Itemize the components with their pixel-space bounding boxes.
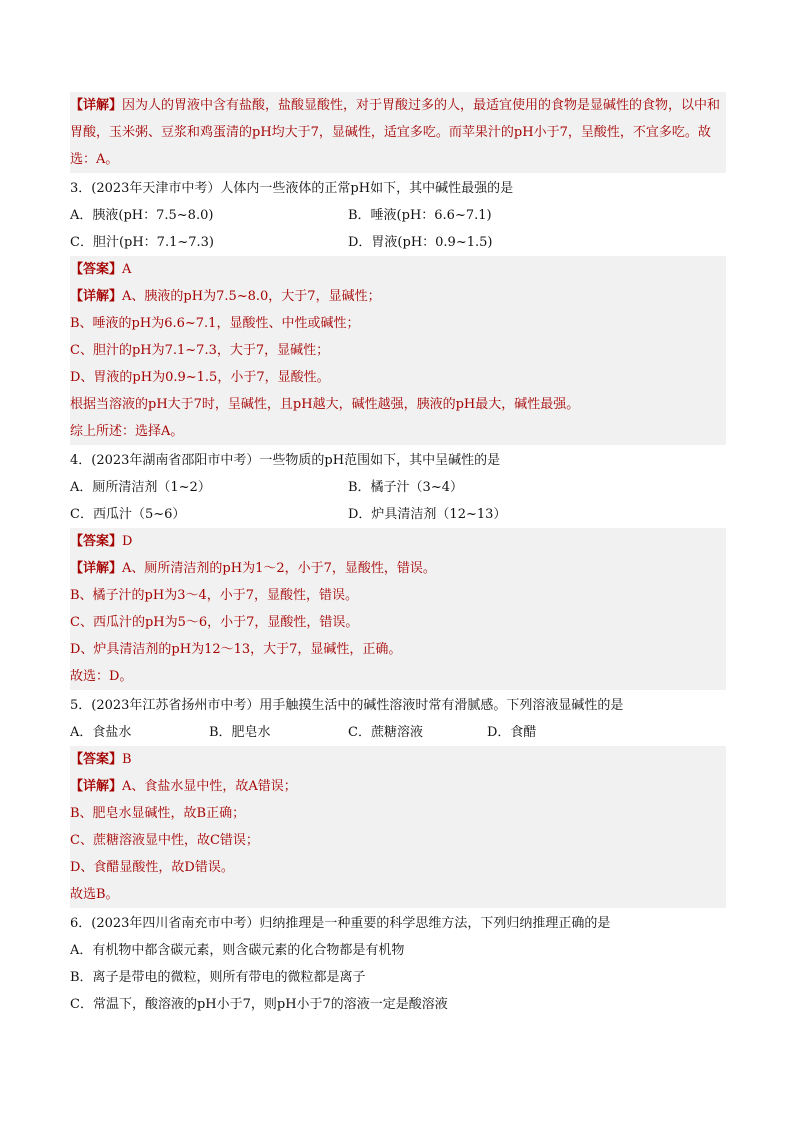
option-b: B．唾液(pH：6.6~7.1) xyxy=(348,208,492,223)
detail-tag: 【详解】 xyxy=(70,561,123,576)
question-5-solution xyxy=(70,746,726,908)
detail-line: 根据当溶液的pH大于7时，呈碱性，且pH越大，碱性越强，胰液的pH最大，碱性最强。 xyxy=(70,397,580,412)
option-a: A．厕所清洁剂（1~2） xyxy=(70,480,211,495)
answer-value: D xyxy=(122,534,133,549)
detail-line: D、食醋显酸性，故D错误。 xyxy=(70,860,234,875)
question-4-options-row-2 xyxy=(70,501,726,528)
detail-text: A、食盐水显中性，故A错误； xyxy=(122,779,297,794)
detail-line xyxy=(70,773,726,800)
question-3-solution xyxy=(70,256,726,445)
detail-line: 故选B。 xyxy=(70,887,119,902)
option-a: A．有机物中都含碳元素，则含碳元素的化合物都是有机物 xyxy=(70,943,405,958)
option-c: C．常温下，酸溶液的pH小于7，则pH小于7的溶液一定是酸溶液 xyxy=(70,997,448,1012)
detail-tag: 【详解】 xyxy=(70,289,123,304)
option-b: B．离子是带电的微粒，则所有带电的微粒都是离子 xyxy=(70,970,366,985)
detail-tag: 【详解】 xyxy=(70,779,123,794)
detail-line: D、炉具清洁剂的pH为12～13，大于7，显碱性，正确。 xyxy=(70,642,402,657)
answer-tag: 【答案】 xyxy=(70,752,123,767)
detail-line xyxy=(70,283,726,310)
answer-line xyxy=(70,746,726,773)
answer-value: A xyxy=(122,262,132,277)
option-c: C．西瓜汁（5~6） xyxy=(70,507,186,522)
question-3-options-row-2 xyxy=(70,229,726,256)
option-c: C．蔗糖溶液 xyxy=(348,725,423,740)
detail-line: C、胆汁的pH为7.1~7.3，大于7，显碱性； xyxy=(70,343,330,358)
question-5-options xyxy=(70,719,726,746)
detail-line xyxy=(70,555,726,582)
question-4-solution xyxy=(70,528,726,690)
question-5-stem: 5．(2023年江苏省扬州市中考）用手触摸生活中的碱性溶液时常有滑腻感。下列溶液显碱性的是 xyxy=(70,698,624,713)
detail-line: B、唾液的pH为6.6~7.1，显酸性、中性或碱性； xyxy=(70,316,360,331)
question-4-options-row-1 xyxy=(70,474,726,501)
option-d: D．胃液(pH：0.9~1.5) xyxy=(348,235,493,250)
answer-line xyxy=(70,256,726,283)
option-a: A．食盐水 xyxy=(70,725,132,740)
answer-tag: 【答案】 xyxy=(70,262,123,277)
answer-value: B xyxy=(122,752,132,767)
option-a: A．胰液(pH：7.5~8.0) xyxy=(70,208,214,223)
detail-line: B、橘子汁的pH为3～4，小于7，显酸性，错误。 xyxy=(70,588,359,603)
question-3-options-row-1 xyxy=(70,202,726,229)
detail-line: 故选：D。 xyxy=(70,669,133,684)
question-4-stem: 4．(2023年湖南省邵阳市中考）一些物质的pH范围如下，其中呈碱性的是 xyxy=(70,453,501,468)
option-b: B．肥皂水 xyxy=(209,725,271,740)
answer-line xyxy=(70,528,726,555)
option-d: D．食醋 xyxy=(487,725,537,740)
document-page xyxy=(70,92,726,1018)
detail-text: A、胰液的pH为7.5~8.0，大于7，显碱性； xyxy=(122,289,381,304)
option-c: C．胆汁(pH：7.1~7.3) xyxy=(70,235,214,250)
detail-line: D、胃液的pH为0.9~1.5，小于7，显酸性。 xyxy=(70,370,330,385)
detail-line: C、蔗糖溶液显中性，故C错误； xyxy=(70,833,259,848)
question-3-stem: 3．(2023年天津市中考）人体内一些液体的正常pH如下，其中碱性最强的是 xyxy=(70,181,514,196)
detail-line: C、西瓜汁的pH为5～6，小于7，显酸性，错误。 xyxy=(70,615,359,630)
detail-block xyxy=(70,92,726,173)
detail-line: 综上所述：选择A。 xyxy=(70,424,184,439)
detail-text: A、厕所清洁剂的pH为1～2，小于7，显酸性，错误。 xyxy=(122,561,436,576)
detail-line: B、肥皂水显碱性，故B正确； xyxy=(70,806,246,821)
option-b: B．橘子汁（3~4） xyxy=(348,480,463,495)
option-d: D．炉具清洁剂（12~13） xyxy=(348,507,507,522)
detail-tag: 【详解】 xyxy=(70,98,123,113)
question-6-stem: 6．(2023年四川省南充市中考）归纳推理是一种重要的科学思维方法，下列归纳推理正确的是 xyxy=(70,916,611,931)
answer-tag: 【答案】 xyxy=(70,534,123,549)
detail-text: 因为人的胃液中含有盐酸，盐酸显酸性，对于胃酸过多的人，最适宜使用的食物是显碱性的食物，以中和胃酸，玉米粥、豆浆和鸡蛋清的pH均大于7，显碱性，适宜多吃。而苹果汁的pH小于7，呈酸性，不宜多吃。故选：A。 xyxy=(70,98,721,167)
